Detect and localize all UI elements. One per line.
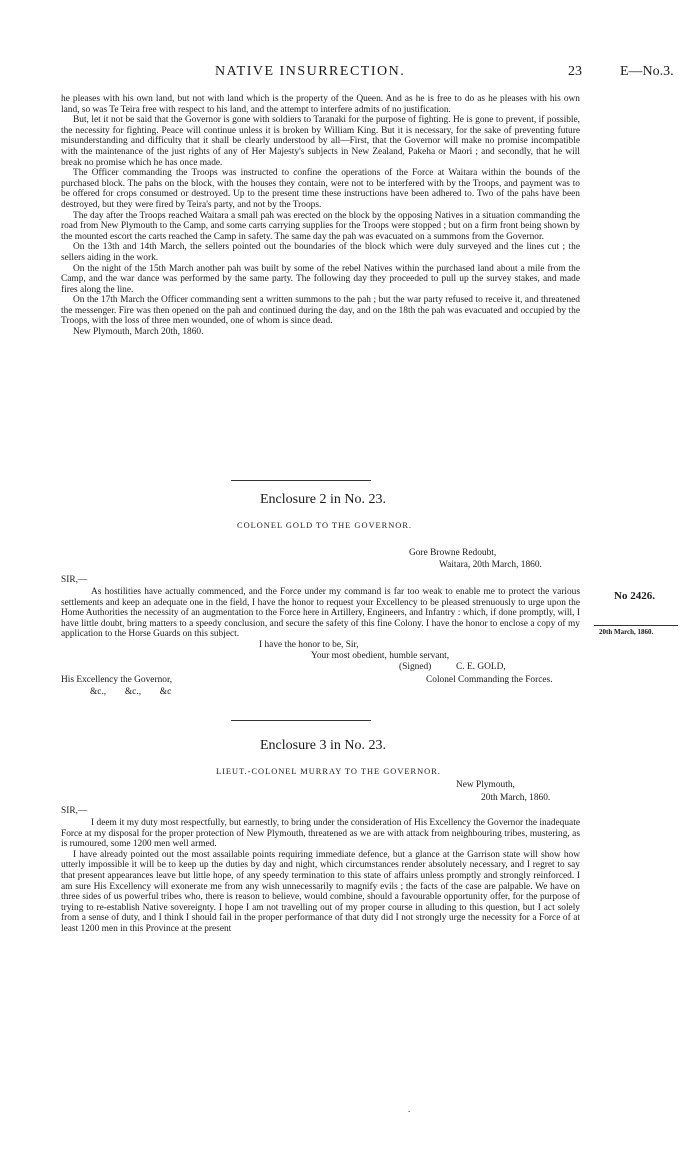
paragraph: As hostilities have actually commenced, and the Force under my command is far too weak to enable me to protect the various settlements and keep an adequate one in the field, I have the honor to request your Excellency to be pleased strenuously to urge upon the Home Authorities the necessity of an augmentation to the Force here in Artillery, Engineers, and Infantry : which, if done promptly, will, I have little doubt, bring matters to a speedy conclusion, and secure the safety of this fine Colony. I have the honor to enclose a copy of my application to the Horse Guards on this subject.	[61, 587, 580, 640]
divider	[231, 720, 371, 721]
print-mark: .	[408, 1104, 411, 1114]
enclosure-3-subheading: LIEUT.-COLONEL MURRAY TO THE GOVERNOR.	[216, 767, 441, 776]
address-line: Gore Browne Redoubt,	[409, 548, 497, 558]
paragraph: The day after the Troops reached Waitara a small pah was erected on the block by the opposing Natives in a situation commanding the road from New Plymouth to the Camp, and some carts carrying supplies for the Troops were stopped ; but on a firm front being shown by the mounted escort the carts reached the Camp in safety. The same day the pah was evacuated on a summons from the Governor.	[61, 210, 580, 242]
margin-reference: No 2426.	[614, 590, 655, 602]
address-line: Waitara, 20th March, 1860.	[439, 560, 542, 570]
section-1-text	[61, 94, 580, 338]
divider	[231, 480, 371, 481]
closing-line: Your most obedient, humble servant,	[311, 651, 450, 661]
closing-line: I have the honor to be, Sir,	[259, 640, 359, 650]
signer-name: C. E. GOLD,	[456, 662, 506, 672]
address-line: 20th March, 1860.	[481, 793, 551, 803]
salutation: SIR,—	[61, 575, 88, 585]
salutation: SIR,—	[61, 806, 88, 816]
paragraph: On the night of the 15th March another pah was built by some of the rebel Natives within the purchased land about a mile from the Camp, and the war dance was performed by the same party. The following day they proceeded to pull up the survey stakes, and made fires along the line.	[61, 263, 580, 295]
margin-rule	[594, 625, 678, 626]
paragraph: On the 13th and 14th March, the sellers pointed out the boundaries of the block which were duly surveyed and the lines cut ; the sellers aiding in the work.	[61, 242, 580, 263]
enclosure-2-body	[61, 587, 580, 640]
page-number: 23	[568, 64, 582, 79]
paragraph: he pleases with his own land, but not with land which is the property of the Queen. And as he is free to do as he pleases with his own land, so was Te Teira free with respect to his land, and the attempt to interfere admits of no justification.	[61, 94, 580, 115]
signer-title: Colonel Commanding the Forces.	[426, 675, 553, 685]
enclosure-2-heading: Enclosure 2 in No. 23.	[260, 492, 386, 507]
etc-line: &c., &c., &c	[90, 687, 172, 697]
paragraph: But, let it not be said that the Governor is gone with soldiers to Taranaki for the purpose of fighting. He is gone to prevent, if possible, the necessity for fighting. Peace will continue unless it is broken by William King. But it is necessary, for the sake of preventing future misunderstanding and difficulty that it shall be clearly understood by all—First, that the Governor will make no promise incompatible with the maintenance of the just rights of any of Her Majesty's subjects in New Zealand, Pakeha or Maori ; and secondly, that he will break no promise which he has once made.	[61, 115, 580, 168]
paragraph: On the 17th March the Officer commanding sent a written summons to the pah ; but the war party refused to receive it, and threatened the messenger. Fire was then opened on the pah and continued during the day, and on the 18th the pah was evacuated and occupied by the Troops, with the loss of three men wounded, one of whom is since dead.	[61, 295, 580, 327]
paragraph: I have already pointed out the most assailable points requiring immediate defence, but a glance at the Garrison state will show how utterly impossible it will be to keep up the duties by day and night, which circumstances render absolutely necessary, and I regret to say that present appearances leave but little hope, of any speedy termination to this state of affairs unless promptly and strongly reinforced. I am sure His Excellency will exonerate me from any wish unnecessarily to magnify evils ; the facts of the case are palpable. We have on three sides of us powerful tribes who, there is reason to believe, would combine, should a favourable opportunity offer, for the purpose of trying to re-establish Native sovereignty. I hope I am not travelling out of my proper course in alluding to this question, but I act solely from a sense of duty, and I think I should fail in the proper performance of that duty did I not strongly urge the necessity for a Force of at least 1200 men in this Province at the present	[61, 849, 580, 934]
margin-date: 20th March, 1860.	[599, 628, 654, 636]
address-line: New Plymouth,	[456, 780, 515, 790]
addressee: His Excellency the Governor,	[61, 675, 173, 685]
enclosure-3-body	[61, 818, 580, 935]
enclosure-2-subheading: COLONEL GOLD TO THE GOVERNOR.	[237, 521, 413, 530]
document-code: E—No.3.	[620, 64, 674, 79]
signoff: New Plymouth, March 20th, 1860.	[73, 327, 204, 338]
enclosure-3-heading: Enclosure 3 in No. 23.	[260, 738, 386, 753]
signed-label: (Signed)	[399, 662, 432, 672]
paragraph: I deem it my duty most respectfully, but earnestly, to bring under the consideration of His Excellency the Governor the inadequate Force at my disposal for the proper protection of New Plymouth, threatened as we are with attack from neighbouring tribes, mustering, as is rumoured, some 1200 men well armed.	[61, 818, 580, 850]
paragraph: The Officer commanding the Troops was instructed to confine the operations of the Force at Waitara within the bounds of the purchased block. The pahs on the block, with the houses they contain, were not to be interfered with by the Troops, and payment was to be offered for crops consumed or destroyed. Up to the present time these instructions have been adhered to. Two of the pahs have been destroyed, but they were fired by Teira's party, and not by the Troops.	[61, 168, 580, 210]
running-title: NATIVE INSURRECTION.	[215, 64, 406, 79]
